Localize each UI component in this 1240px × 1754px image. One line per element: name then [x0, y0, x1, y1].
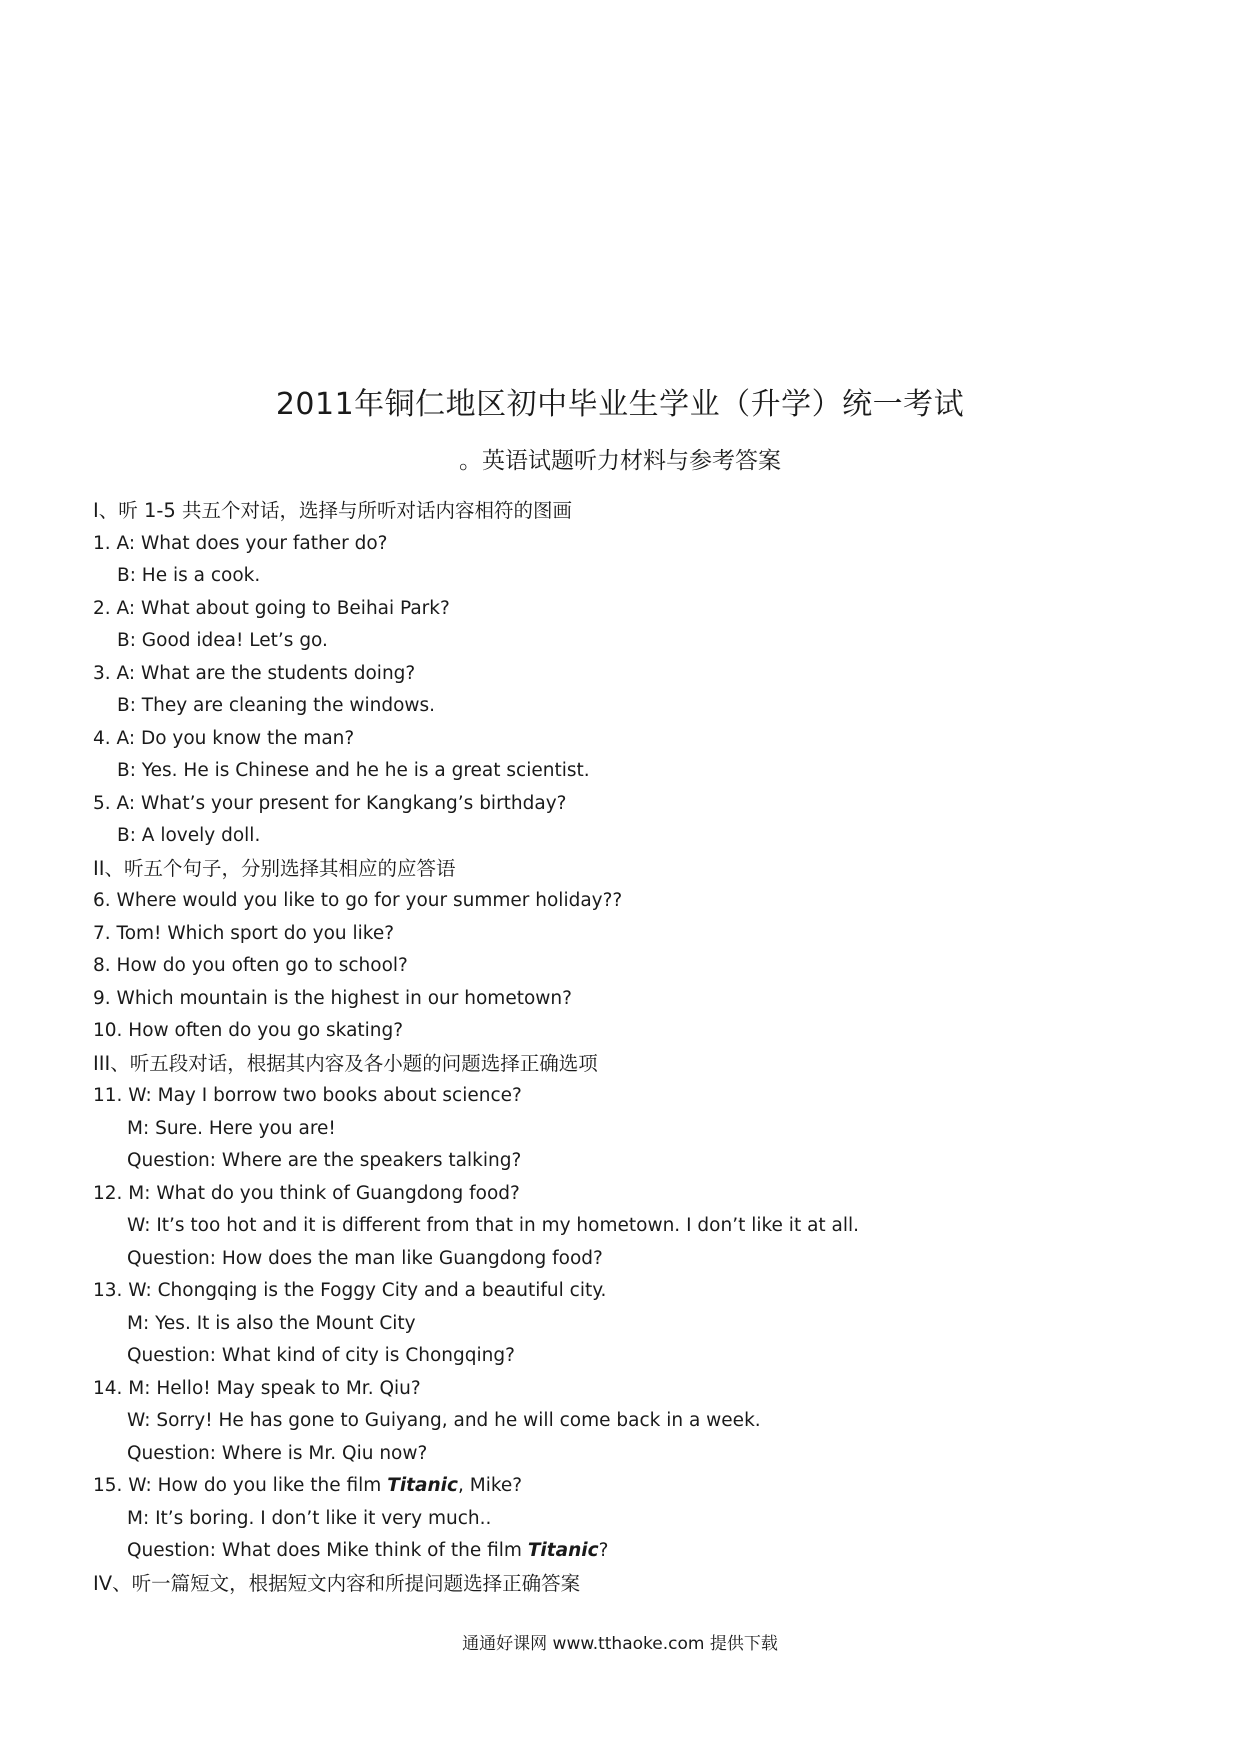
dialogue-line: 14. M: Hello! May speak to Mr. Qiu? [93, 1377, 421, 1399]
dialogue-line: B: He is a cook. [117, 565, 261, 586]
question-line: Question: Where is Mr. Qiu now? [127, 1442, 428, 1464]
dialogue-line: M: Sure. Here you are! [127, 1117, 336, 1139]
film-title: Titanic [387, 1475, 458, 1496]
dialogue-line: B: Good idea! Let’s go. [117, 630, 328, 651]
film-title: Titanic [527, 1540, 599, 1561]
text-run: , Mike? [458, 1475, 523, 1496]
section-heading-3: III、听五段对话，根据其内容及各小题的问题选择正确选项 [93, 1051, 598, 1075]
sentence-line: 8. How do you often go to school? [93, 955, 408, 976]
section-heading-2: II、听五个句子，分别选择其相应的应答语 [93, 856, 456, 880]
section-heading-1: I、听 1-5 共五个对话，选择与所听对话内容相符的图画 [93, 499, 572, 522]
sentence-line: 10. How often do you go skating? [93, 1020, 404, 1041]
question-line: Question: What kind of city is Chongqing? [127, 1345, 515, 1366]
dialogue-line: W: It’s too hot and it is different from that in my hometown. I don’t like it at all. [127, 1215, 860, 1236]
sentence-line: 6. Where would you like to go for your summer holiday?? [93, 890, 623, 911]
question-line: Question: Where are the speakers talking? [127, 1150, 522, 1171]
text-run: ? [598, 1540, 609, 1561]
section-heading-4: IV、听一篇短文，根据短文内容和所提问题选择正确答案 [93, 1571, 581, 1595]
text-run: 15. W: How do you like the film [93, 1475, 388, 1496]
dialogue-line: 13. W: Chongqing is the Foggy City and a beautiful city. [93, 1280, 607, 1301]
page-footer: 通通好课网 www.tthaoke.com 提供下载 [462, 1634, 778, 1654]
dialogue-line: 4. A: Do you know the man? [93, 727, 355, 749]
sentence-line: 9. Which mountain is the highest in our hometown? [93, 987, 572, 1009]
document-body [93, 495, 1153, 1600]
dialogue-line [93, 1470, 1153, 1503]
dialogue-line: B: A lovely doll. [117, 825, 261, 846]
dialogue-line: 5. A: What’s your present for Kangkang’s birthday? [93, 792, 567, 814]
question-line [93, 1535, 1153, 1568]
sentence-line: 7. Tom! Which sport do you like? [93, 922, 395, 944]
dialogue-line: B: They are cleaning the windows. [117, 695, 436, 716]
page-title: 2011年铜仁地区初中毕业生学业（升学）统一考试 [275, 387, 965, 422]
dialogue-line: 3. A: What are the students doing? [93, 662, 416, 684]
dialogue-line: 12. M: What do you think of Guangdong food? [93, 1182, 520, 1204]
dialogue-line: B: Yes. He is Chinese and he he is a great scientist. [117, 760, 590, 781]
dialogue-line: M: It’s boring. I don’t like it very much.. [127, 1507, 492, 1529]
question-line: Question: How does the man like Guangdong food? [127, 1247, 603, 1269]
dialogue-line: W: Sorry! He has gone to Guiyang, and he will come back in a week. [127, 1410, 761, 1431]
dialogue-line: 2. A: What about going to Beihai Park? [93, 597, 450, 619]
dialogue-line: M: Yes. It is also the Mount City [127, 1312, 416, 1334]
page-subtitle: 。英语试题听力材料与参考答案 [459, 448, 781, 474]
dialogue-line: 11. W: May I borrow two books about science? [93, 1085, 522, 1106]
text-run: Question: What does Mike think of the film [127, 1540, 528, 1561]
dialogue-line: 1. A: What does your father do? [93, 532, 388, 554]
